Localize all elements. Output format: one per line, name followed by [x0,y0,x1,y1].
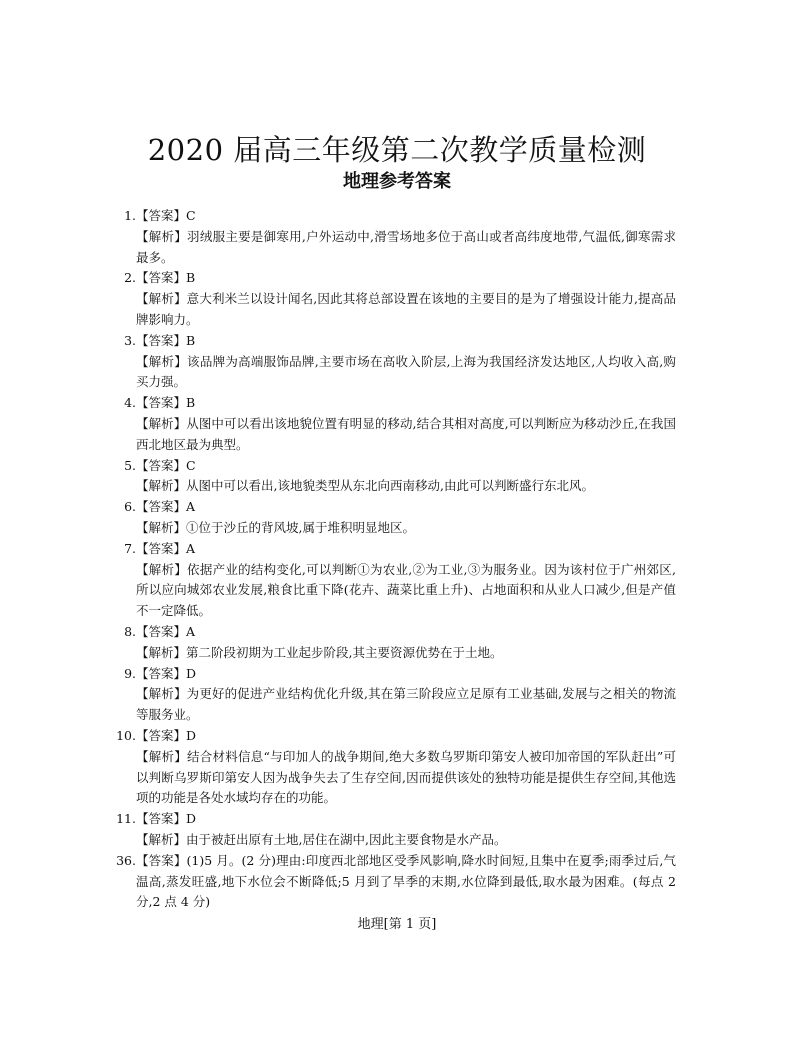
answer-line [116,206,676,227]
answer-line [116,851,676,913]
page-footer: 地理[第 1 页] [357,917,437,932]
question-number: 1. [124,208,136,223]
question-number: 36. [116,852,136,868]
page-subtitle: 地理参考答案 [343,171,451,192]
answer-item-6 [116,497,676,539]
question-number: 8. [124,623,136,639]
question-number: 2. [124,270,136,286]
answer-text: 【答案】A [136,623,196,639]
answer-text: 【答案】A [136,540,196,556]
answer-text: 【答案】D [136,727,197,743]
answer-item-5 [116,456,676,498]
answer-item-7 [116,539,676,622]
answer-line [116,726,676,747]
answer-item-8 [116,622,676,664]
explanation-text: 【解析】由于被赶出原有土地,居住在湖中,因此主要食物是水产品。 [136,831,507,847]
question-number: 6. [124,499,136,515]
answer-text: 【答案】B [136,395,196,411]
question-number: 11. [116,811,136,827]
explanation-text: 【解析】结合材料信息“与印加人的战争期间,绝大多数乌罗斯印第安人被印加帝国的军队赶出”可以判断乌罗斯印第安人因为战争失去了生存空间,因而提供该处的独特功能是提供生存空间,其他选项的功能是各处水域均存在的功能。 [136,748,676,806]
explanation-text: 【解析】依据产业的结构变化,可以判断①为农业,②为工业,③为服务业。因为该村位于广州郊区,所以应向城郊农业发展,粮食比重下降(花卉、蔬菜比重上升)、占地面积和从业人口减少,但是产值不一定降低。 [136,561,676,619]
explanation-text: 【解析】该品牌为高端服饰品牌,主要市场在高收入阶层,上海为我国经济发达地区,人均收入高,购买力强。 [136,353,676,390]
answer-line [116,393,676,414]
answer-item-36 [116,851,676,913]
answer-text: 【答案】B [136,270,196,286]
page-title: 2020 届高三年级第二次教学质量检测 [147,133,647,167]
explanation-text: 【解析】从图中可以看出,该地貌类型从东北向西南移动,由此可以判断盛行东北风。 [136,478,594,494]
question-number: 9. [124,665,136,681]
answer-text: 【答案】D [136,811,197,827]
question-number: 3. [124,332,136,348]
answer-text: 【答案】B [136,332,196,348]
explanation-text: 【解析】第二阶段初期为工业起步阶段,其主要资源优势在于土地。 [136,644,503,660]
answer-item-10 [116,726,676,809]
answer-line [116,497,676,518]
explanation-text: 【解析】从图中可以看出该地貌位置有明显的移动,结合其相对高度,可以判断应为移动沙丘,在我国西北地区最为典型。 [136,415,676,452]
question-number: 4. [124,395,136,411]
explanation-text: 【解析】①位于沙丘的背风坡,属于堆积明显地区。 [136,519,415,535]
answer-text: 【答案】D [136,665,197,681]
answer-line [116,539,676,560]
answer-line [116,456,676,477]
answer-line [116,331,676,352]
explanation-text: 【解析】为更好的促进产业结构优化升级,其在第三阶段应立足原有工业基础,发展与之相关的物流等服务业。 [136,686,676,723]
answer-item-9 [116,664,676,726]
question-number: 5. [124,457,136,473]
explanation-text: 【解析】羽绒服主要是御寒用,户外运动中,滑雪场地多位于高山或者高纬度地带,气温低,御寒需求最多。 [136,228,676,265]
answer-text: 【答案】(1)5 月。(2 分)理由:印度西北部地区受季风影响,降水时间短,且集中在夏季;雨季过后,气温高,蒸发旺盛,地下水位会不断降低;5 月到了旱季的末期,水位降到最低,取水最为困难。(每点 2 分,2 点 4 分) [136,852,676,910]
answer-item-2 [116,268,676,330]
answer-item-11 [116,809,676,851]
explanation-text: 【解析】意大利米兰以设计闻名,因此其将总部设置在该地的主要目的是为了增强设计能力,提高品牌影响力。 [136,291,676,327]
answer-line [116,809,676,830]
answer-item-4 [116,393,676,455]
answer-item-3 [116,331,676,393]
answer-line [116,268,676,289]
answer-text: 【答案】C [136,208,196,223]
answer-line [116,622,676,643]
answer-text: 【答案】A [136,499,196,515]
answer-item-1 [116,206,676,268]
question-number: 7. [124,540,136,556]
answer-list [116,206,676,913]
answer-text: 【答案】C [136,457,196,473]
question-number: 10. [116,727,136,743]
answer-line [116,664,676,685]
